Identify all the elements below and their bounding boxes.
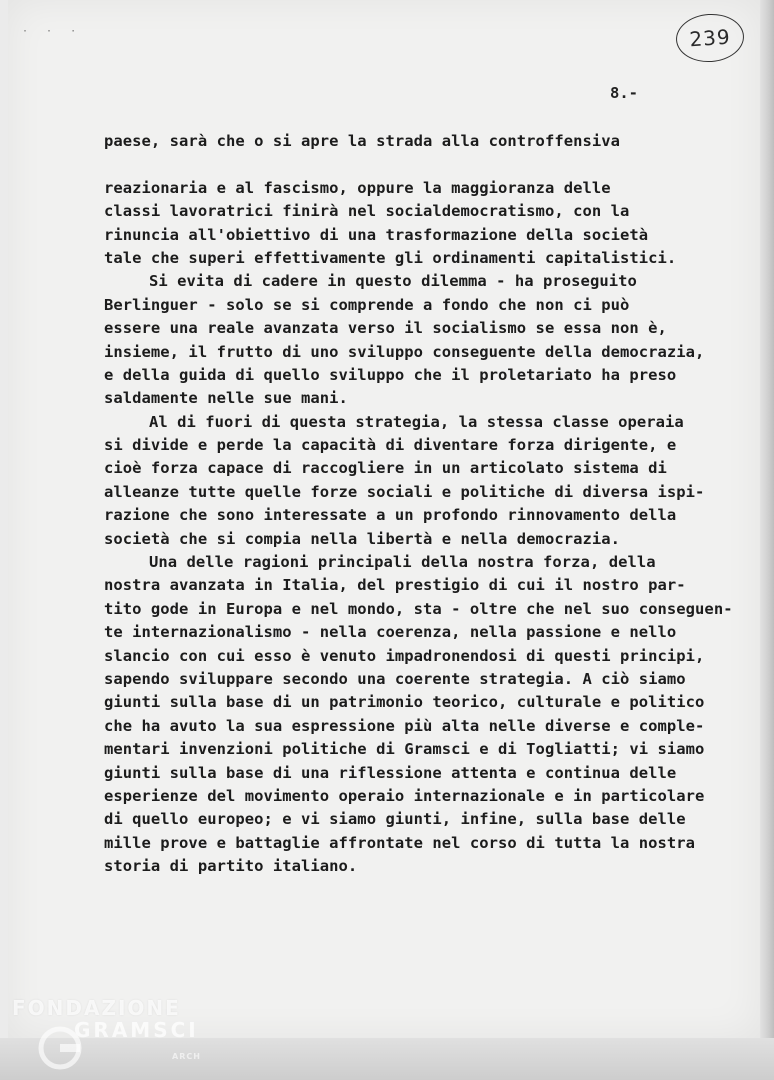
archive-watermark xyxy=(12,996,202,1066)
scan-edge-right xyxy=(760,0,774,1080)
text-line: sapendo sviluppare secondo una coerente strategia. A ciò siamo xyxy=(104,669,686,688)
text-line: tito gode in Europa e nel mondo, sta - oltre che nel suo conseguen- xyxy=(104,599,733,618)
text-line: esperienze del movimento operaio internazionale e in particolare xyxy=(104,786,705,805)
text-line: Una delle ragioni principali della nostra forza, della xyxy=(149,553,656,572)
text-line: e della guida di quello sviluppo che il proletariato ha preso xyxy=(104,365,677,384)
paragraph-gap xyxy=(104,153,744,176)
text-line: cioè forza capace di raccogliere in un articolato sistema di xyxy=(104,459,667,478)
text-line: rinuncia all'obiettivo di una trasformazione della società xyxy=(104,225,649,244)
text-line: tale che superi effettivamente gli ordinamenti capitalistici. xyxy=(104,248,677,267)
watermark-line-1: FONDAZIONE xyxy=(12,996,181,1020)
watermark-small: ARCH xyxy=(172,1052,201,1061)
text-line: che ha avuto la sua espressione più alta nelle diverse e comple- xyxy=(104,716,705,735)
text-line: alleanze tutte quelle forze sociali e politiche di diversa ispi- xyxy=(104,482,705,501)
page-number: 8.- xyxy=(610,84,638,102)
text-line: Al di fuori di questa strategia, la stessa classe operaia xyxy=(149,412,684,431)
text-line: te internazionalismo - nella coerenza, nella passione e nello xyxy=(104,623,677,642)
text-line: Berlinguer - solo se si comprende a fondo che non ci può xyxy=(104,295,630,314)
text-line: essere una reale avanzata verso il socialismo se essa non è, xyxy=(104,319,667,338)
document-body xyxy=(104,130,744,879)
text-line: reazionaria e al fascismo, oppure la maggioranza delle xyxy=(104,178,611,197)
text-line: mille prove e battaglie affrontate nel corso di tutta la nostra xyxy=(104,833,696,852)
text-line: saldamente nelle sue mani. xyxy=(104,389,348,408)
text-line: di quello europeo; e vi siamo giunti, infine, sulla base delle xyxy=(104,810,686,829)
text-line: Si evita di cadere in questo dilemma - ha proseguito xyxy=(149,272,637,291)
scan-specks: · · · xyxy=(22,26,83,37)
text-line: slancio con cui esso è venuto impadronendosi di questi principi, xyxy=(104,646,705,665)
text-line: società che si compia nella libertà e nella democrazia. xyxy=(104,529,620,548)
text-line: insieme, il frutto di uno sviluppo conseguente della democrazia, xyxy=(104,342,705,361)
text-line: mentari invenzioni politiche di Gramsci e di Togliatti; vi siamo xyxy=(104,740,705,759)
text-line: storia di partito italiano. xyxy=(104,857,358,876)
archive-number-stamp: 239 xyxy=(674,12,745,65)
text-line: si divide e perde la capacità di diventare forza dirigente, e xyxy=(104,436,677,455)
text-line: classi lavoratrici finirà nel socialdemocratismo, con la xyxy=(104,202,630,221)
text-line: razione che sono interessate a un profondo rinnovamento della xyxy=(104,506,677,525)
watermark-line-2: GRAMSCI xyxy=(74,1018,199,1042)
text-line: nostra avanzata in Italia, del prestigio di cui il nostro par- xyxy=(104,576,686,595)
text-line: giunti sulla base di un patrimonio teorico, culturale e politico xyxy=(104,693,705,712)
text-line: giunti sulla base di una riflessione attenta e continua delle xyxy=(104,763,677,782)
text-line: paese, sarà che o si apre la strada alla controffensiva xyxy=(104,132,620,150)
